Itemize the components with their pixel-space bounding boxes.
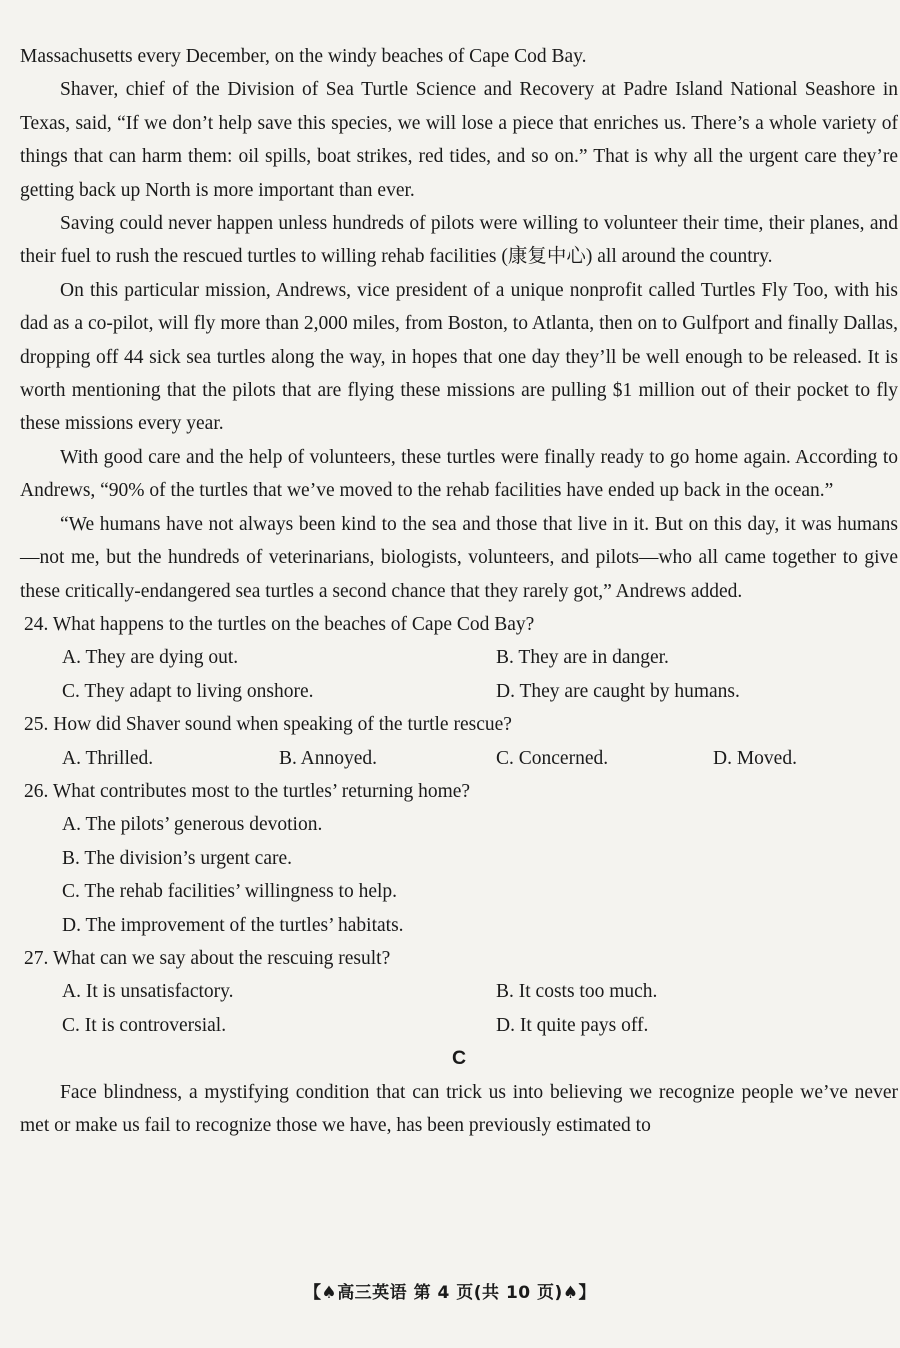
- spade-icon-left: 【♠: [303, 1283, 338, 1303]
- page-footer: [0, 1278, 900, 1303]
- question-24-option-a[interactable]: A. They are dying out.: [62, 647, 239, 669]
- question-26-stem: 26. What contributes most to the turtles’ returning home?: [24, 780, 471, 802]
- paragraph-b-2: Shaver, chief of the Division of Sea Turtle Science and Recovery at Padre Island National Seashore in Texas, said, “If we don’t help save this species, we will lose a piece that enriches us. There’s a whole variety of things that can harm them: oil spills, boat strikes, red tides, and so on.” That is why all the urgent care they’re getting back up North is more important than ever.: [20, 79, 898, 201]
- question-26-option-d[interactable]: D. The improvement of the turtles’ habitats.: [62, 914, 404, 936]
- question-27-option-b[interactable]: B. It costs too much.: [496, 981, 658, 1003]
- question-27-option-d[interactable]: D. It quite pays off.: [496, 1014, 649, 1036]
- paragraph-b-1: Massachusetts every December, on the windy beaches of Cape Cod Bay.: [20, 46, 587, 67]
- question-24-options-row-1: [20, 641, 898, 674]
- spade-icon-right: ♠】: [562, 1283, 597, 1303]
- question-27-options-row-2: [20, 1009, 898, 1042]
- paragraph-c-1: Face blindness, a mystifying condition that can trick us into believing we recognize people we’ve never met or make us fail to recognize those we have, has been previously estimated to: [20, 1081, 898, 1136]
- question-24-option-c[interactable]: C. They adapt to living onshore.: [62, 680, 314, 702]
- question-27-option-c[interactable]: C. It is controversial.: [62, 1014, 227, 1036]
- question-25-option-d[interactable]: D. Moved.: [713, 747, 797, 769]
- footer-page-label: 高三英语 第 4 页(共 10 页): [337, 1283, 563, 1303]
- question-25-options: [20, 742, 898, 775]
- question-25-option-b[interactable]: B. Annoyed.: [279, 747, 378, 769]
- question-27-options-row-1: [20, 975, 898, 1008]
- question-25-stem: 25. How did Shaver sound when speaking of the turtle rescue?: [24, 714, 512, 736]
- question-24-stem: 24. What happens to the turtles on the beaches of Cape Cod Bay?: [24, 613, 535, 635]
- paragraph-b-6: “We humans have not always been kind to the sea and those that live in it. But on this day, it was humans—not me, but the hundreds of veterinarians, biologists, volunteers, and pilots—who all came together to give these critically-endangered sea turtles a second chance that they rarely got,” Andrews added.: [20, 513, 898, 602]
- section-c-heading: C: [451, 1047, 467, 1070]
- question-25-option-a[interactable]: A. Thrilled.: [62, 747, 154, 769]
- paragraph-b-3: Saving could never happen unless hundreds of pilots were willing to volunteer their time, their planes, and their fuel to rush the rescued turtles to willing rehab facilities (康复中心) all around the country.: [20, 213, 898, 268]
- question-24-options-row-2: [20, 675, 898, 708]
- question-26-option-b[interactable]: B. The division’s urgent care.: [62, 847, 292, 869]
- question-24-option-b[interactable]: B. They are in danger.: [496, 647, 669, 669]
- paragraph-b-4: On this particular mission, Andrews, vice president of a unique nonprofit called Turtles Fly Too, with his dad as a co-pilot, will fly more than 2,000 miles, from Boston, to Atlanta, then on to Gulfport and finally Dallas, dropping off 44 sick sea turtles along the way, in hopes that one day they’ll be well enough to be released. It is worth mentioning that the pilots that are flying these missions are pulling $1 million out of their pocket to fly these missions every year.: [20, 279, 898, 435]
- question-26-option-a[interactable]: A. The pilots’ generous devotion.: [62, 814, 323, 836]
- page-text: [20, 40, 898, 1142]
- question-26-option-c[interactable]: C. The rehab facilities’ willingness to help.: [62, 881, 398, 903]
- question-27-stem: 27. What can we say about the rescuing result?: [24, 947, 391, 969]
- question-24-option-d[interactable]: D. They are caught by humans.: [496, 680, 740, 702]
- question-25-option-c[interactable]: C. Concerned.: [496, 747, 609, 769]
- question-27-option-a[interactable]: A. It is unsatisfactory.: [62, 981, 234, 1003]
- paragraph-b-5: With good care and the help of volunteers, these turtles were finally ready to go home again. According to Andrews, “90% of the turtles that we’ve moved to the rehab facilities have ended up back in the ocean.”: [20, 446, 898, 502]
